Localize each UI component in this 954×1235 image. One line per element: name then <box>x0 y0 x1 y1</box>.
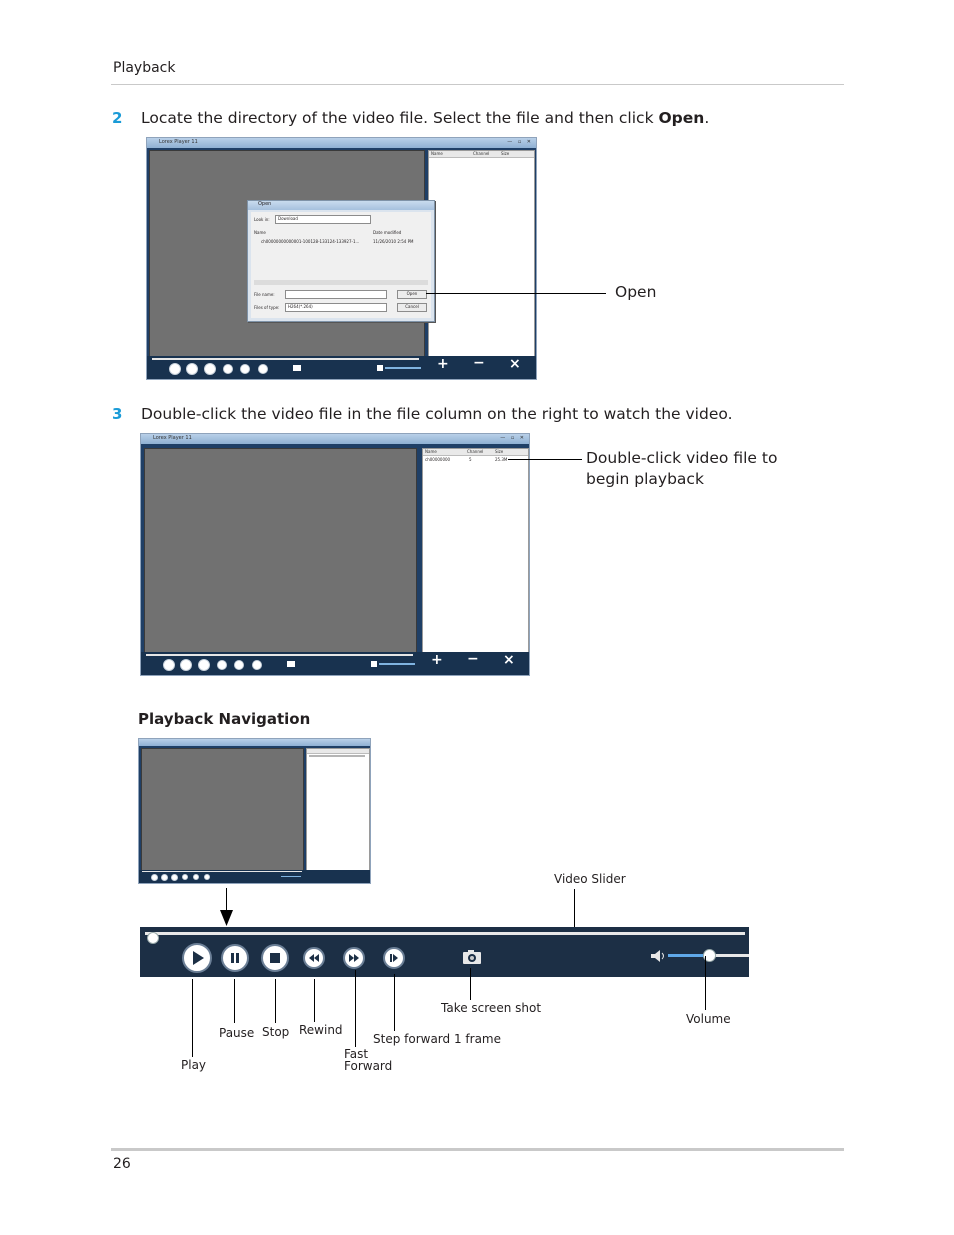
header-rule <box>111 84 844 85</box>
pause-button[interactable] <box>221 944 249 972</box>
step-2-number: 2 <box>112 109 123 127</box>
window-titlebar <box>147 138 536 148</box>
screenshot-leader <box>470 968 471 1000</box>
rewind-button[interactable] <box>223 364 233 374</box>
speaker-icon <box>650 948 666 964</box>
running-header: Playback <box>113 60 176 76</box>
col-size: Size <box>495 449 504 454</box>
enlarged-control-bar <box>140 927 749 977</box>
step-forward-button[interactable] <box>204 874 210 880</box>
fast-forward-button[interactable] <box>234 660 244 670</box>
fast-forward-leader <box>355 970 356 1047</box>
rewind-button[interactable] <box>182 874 188 880</box>
file-row-name[interactable]: ch00000000000001-100128-133124-133927-1... <box>261 239 360 244</box>
step-3-text: Double-click the video file in the file column on the right to watch the video. <box>141 405 733 423</box>
window-titlebar <box>139 739 370 746</box>
minus-icon[interactable]: − <box>473 355 485 371</box>
step-forward-icon <box>385 949 403 967</box>
minus-icon[interactable]: − <box>467 651 479 667</box>
open-file-dialog <box>247 200 435 322</box>
step-3-number: 3 <box>112 405 123 423</box>
player-window-thumbnail <box>138 738 371 884</box>
col-header-date: Date modified <box>373 230 402 235</box>
video-slider[interactable] <box>142 871 302 872</box>
fast-forward-button[interactable] <box>193 874 199 880</box>
add-icon[interactable]: + <box>431 652 443 668</box>
stop-leader <box>275 979 276 1023</box>
file-type-select[interactable]: H264(*.264) <box>285 303 387 312</box>
col-channel: Channel <box>467 449 484 454</box>
rewind-leader <box>314 979 315 1022</box>
stop-button[interactable] <box>171 874 178 881</box>
video-slider-label: Video Slider <box>554 872 626 886</box>
volume-slider[interactable] <box>379 663 415 665</box>
look-in-select[interactable]: Download <box>275 215 371 224</box>
pause-button[interactable] <box>180 659 192 671</box>
stop-label: Stop <box>262 1025 290 1039</box>
double-click-callout-line2: begin playback <box>586 470 704 488</box>
close-icon[interactable]: × <box>509 356 521 372</box>
player-window-open-dialog <box>146 137 537 380</box>
footer-rule <box>111 1148 844 1151</box>
play-leader <box>192 979 193 1057</box>
open-button[interactable]: Open <box>397 290 427 299</box>
fast-forward-icon <box>345 949 363 967</box>
stop-button[interactable] <box>261 944 289 972</box>
play-button[interactable] <box>151 874 158 881</box>
open-callout: Open <box>615 283 657 301</box>
section-title: Playback Navigation <box>138 710 311 728</box>
down-arrow-icon <box>220 910 233 926</box>
pause-label: Pause <box>219 1026 255 1040</box>
col-name: Name <box>425 449 437 454</box>
fast-forward-button[interactable] <box>240 364 250 374</box>
rewind-button[interactable] <box>303 947 325 969</box>
file-panel <box>422 448 529 654</box>
video-slider[interactable] <box>146 654 413 656</box>
window-title: Lorex Player 11 <box>159 139 198 145</box>
volume-label: Volume <box>686 1012 731 1026</box>
file-row-name: ch00000000 <box>425 457 451 462</box>
video-area <box>141 748 304 872</box>
file-panel <box>428 150 535 358</box>
file-type-label: Files of type: <box>254 305 280 310</box>
look-in-label: Look in: <box>254 217 270 222</box>
video-area <box>144 448 417 654</box>
rewind-button[interactable] <box>217 660 227 670</box>
pause-icon <box>223 946 247 970</box>
double-click-callout-line1: Double-click video file to <box>586 449 778 467</box>
col-name: Name <box>431 151 443 156</box>
control-bar <box>139 870 370 883</box>
play-button[interactable] <box>169 363 181 375</box>
video-slider-knob[interactable] <box>147 932 159 944</box>
speaker-icon <box>371 661 377 667</box>
fast-forward-label-line1: Fast <box>344 1047 369 1061</box>
rewind-icon <box>305 949 323 967</box>
file-panel <box>306 748 370 872</box>
stop-button[interactable] <box>204 363 216 375</box>
window-titlebar <box>141 434 529 444</box>
screenshot-label: Take screen shot <box>441 1001 542 1015</box>
rewind-label: Rewind <box>299 1023 343 1037</box>
col-channel: Channel <box>473 151 490 156</box>
step-2-text: Locate the directory of the video file. Select the file and then click Open. <box>141 109 710 127</box>
file-panel-header <box>423 449 528 456</box>
control-bar <box>147 356 536 379</box>
volume-level[interactable] <box>668 954 708 957</box>
add-icon[interactable]: + <box>437 356 449 372</box>
file-row-size: 25.3M <box>495 457 508 462</box>
double-click-leader-line <box>508 459 582 460</box>
file-panel-header <box>307 749 369 754</box>
video-slider-track[interactable] <box>145 932 745 935</box>
window-controls: — ▫ ✕ <box>500 435 526 441</box>
pause-leader <box>234 979 235 1023</box>
dialog-title: Open <box>248 201 434 210</box>
dialog-body <box>251 212 431 318</box>
pause-button[interactable] <box>186 363 198 375</box>
file-row-channel: 5 <box>469 457 472 462</box>
dialog-hscrollbar[interactable] <box>254 280 428 285</box>
col-header-name: Name <box>254 230 266 235</box>
volume-leader <box>705 956 706 1010</box>
play-icon <box>184 945 210 971</box>
window-controls: — ▫ ✕ <box>507 139 533 145</box>
col-size: Size <box>501 151 510 156</box>
fast-forward-button[interactable] <box>343 947 365 969</box>
page-number: 26 <box>113 1156 131 1172</box>
volume-slider[interactable] <box>385 367 421 369</box>
file-row[interactable] <box>423 457 528 463</box>
camera-icon[interactable] <box>287 661 295 667</box>
open-leader-line <box>426 293 606 294</box>
cancel-button[interactable]: Cancel <box>397 303 427 312</box>
double-click-callout <box>586 448 777 490</box>
fast-forward-label-line2: Forward <box>344 1059 393 1073</box>
volume-slider[interactable] <box>281 876 301 877</box>
video-slider[interactable] <box>152 358 419 360</box>
play-button[interactable] <box>182 943 212 973</box>
step-forward-button[interactable] <box>258 364 268 374</box>
step-2-bold: Open <box>658 109 705 127</box>
window-title: Lorex Player 11 <box>153 435 192 441</box>
control-bar <box>141 652 529 675</box>
camera-icon[interactable] <box>293 365 301 371</box>
player-window-file-list <box>140 433 530 676</box>
step-forward-button[interactable] <box>252 660 262 670</box>
file-row-date: 11/26/2010 2:54 PM <box>373 239 414 244</box>
play-label: Play <box>181 1058 207 1072</box>
file-panel-header <box>429 151 534 158</box>
play-button[interactable] <box>163 659 175 671</box>
file-row[interactable] <box>309 755 365 757</box>
step-forward-leader <box>394 974 395 1031</box>
speaker-icon <box>377 365 383 371</box>
camera-icon[interactable] <box>462 949 482 965</box>
close-icon[interactable]: × <box>503 652 515 668</box>
fast-forward-label <box>344 1048 392 1072</box>
stop-button[interactable] <box>198 659 210 671</box>
step-forward-label: Step forward 1 frame <box>373 1032 501 1046</box>
pause-button[interactable] <box>161 874 168 881</box>
file-name-input[interactable] <box>285 290 387 299</box>
stop-icon <box>263 946 287 970</box>
file-name-label: File name: <box>254 292 275 297</box>
step-forward-button[interactable] <box>383 947 405 969</box>
